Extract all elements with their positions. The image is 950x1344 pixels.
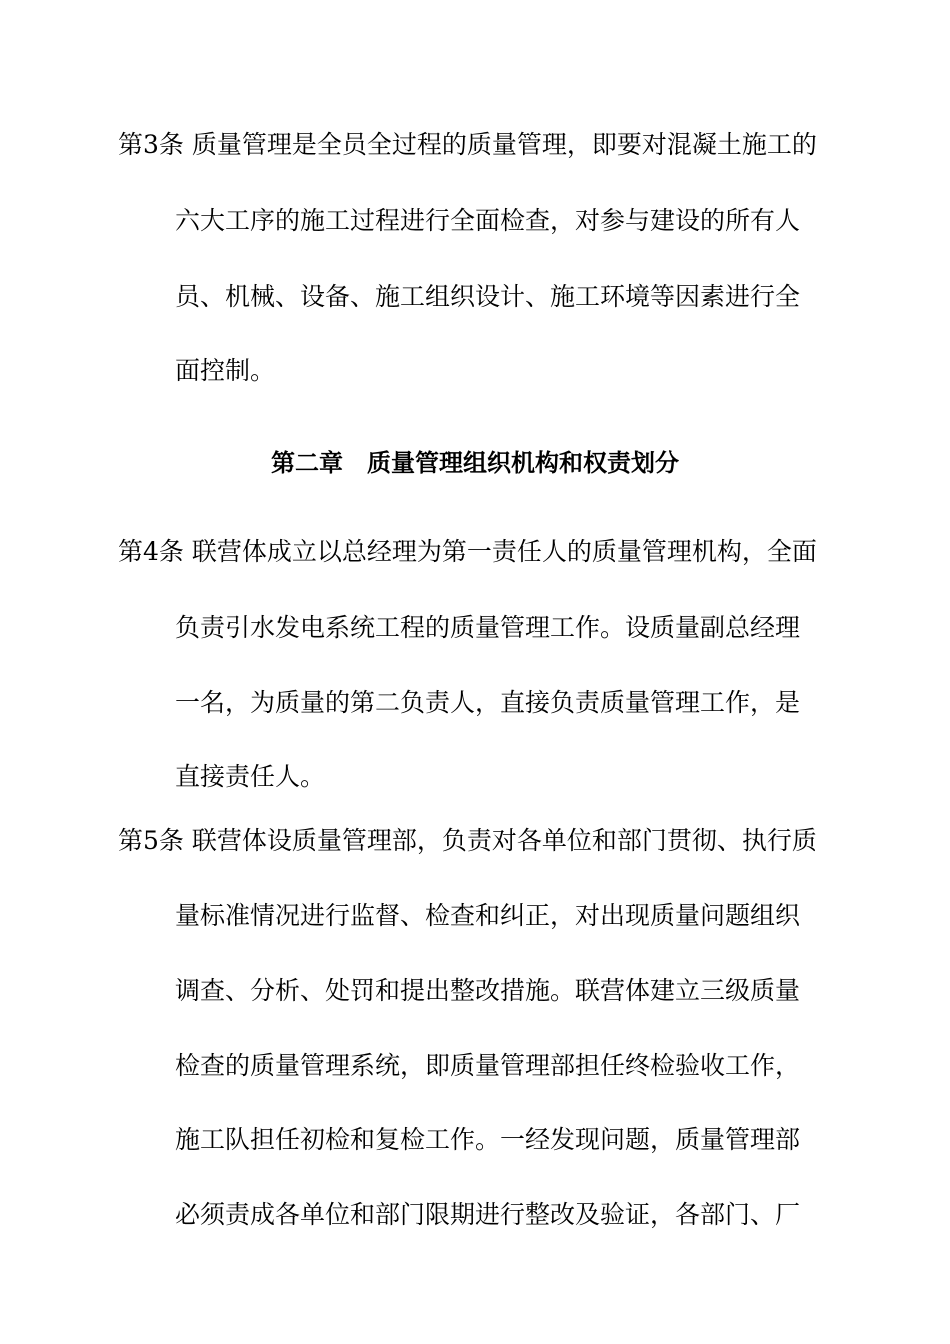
article-5-line-2: 量标准情况进行监督、检查和纠正，对出现质量问题组织 — [175, 901, 801, 930]
article-5-line-1: 第5条 联营体设质量管理部，负责对各单位和部门贯彻、执行质 — [118, 826, 817, 855]
article-5-line-5: 施工队担任初检和复检工作。一经发现问题，质量管理部 — [175, 1125, 801, 1154]
article-4-line-4: 直接责任人。 — [175, 762, 326, 791]
article-4-line-1: 第4条 联营体成立以总经理为第一责任人的质量管理机构，全面 — [118, 537, 817, 566]
article-5-line-4: 检查的质量管理系统，即质量管理部担任终检验收工作， — [175, 1051, 801, 1080]
chapter-heading: 第二章 质量管理组织机构和权责划分 — [271, 449, 679, 477]
article-3-line-3: 员、机械、设备、施工组织设计、施工环境等因素进行全 — [175, 282, 801, 311]
article-5-line-3: 调查、分析、处罚和提出整改措施。联营体建立三级质量 — [175, 976, 801, 1005]
article-4-line-3: 一名，为质量的第二负责人，直接负责质量管理工作，是 — [175, 688, 801, 717]
article-4-line-2: 负责引水发电系统工程的质量管理工作。设质量副总经理 — [175, 613, 801, 642]
article-5-line-6: 必须责成各单位和部门限期进行整改及验证，各部门、厂 — [175, 1200, 801, 1229]
article-3-line-4: 面控制。 — [175, 356, 276, 385]
article-3-line-1: 第3条 质量管理是全员全过程的质量管理，即要对混凝土施工的 — [118, 130, 817, 159]
article-3-line-2: 六大工序的施工过程进行全面检查，对参与建设的所有人 — [175, 206, 801, 235]
